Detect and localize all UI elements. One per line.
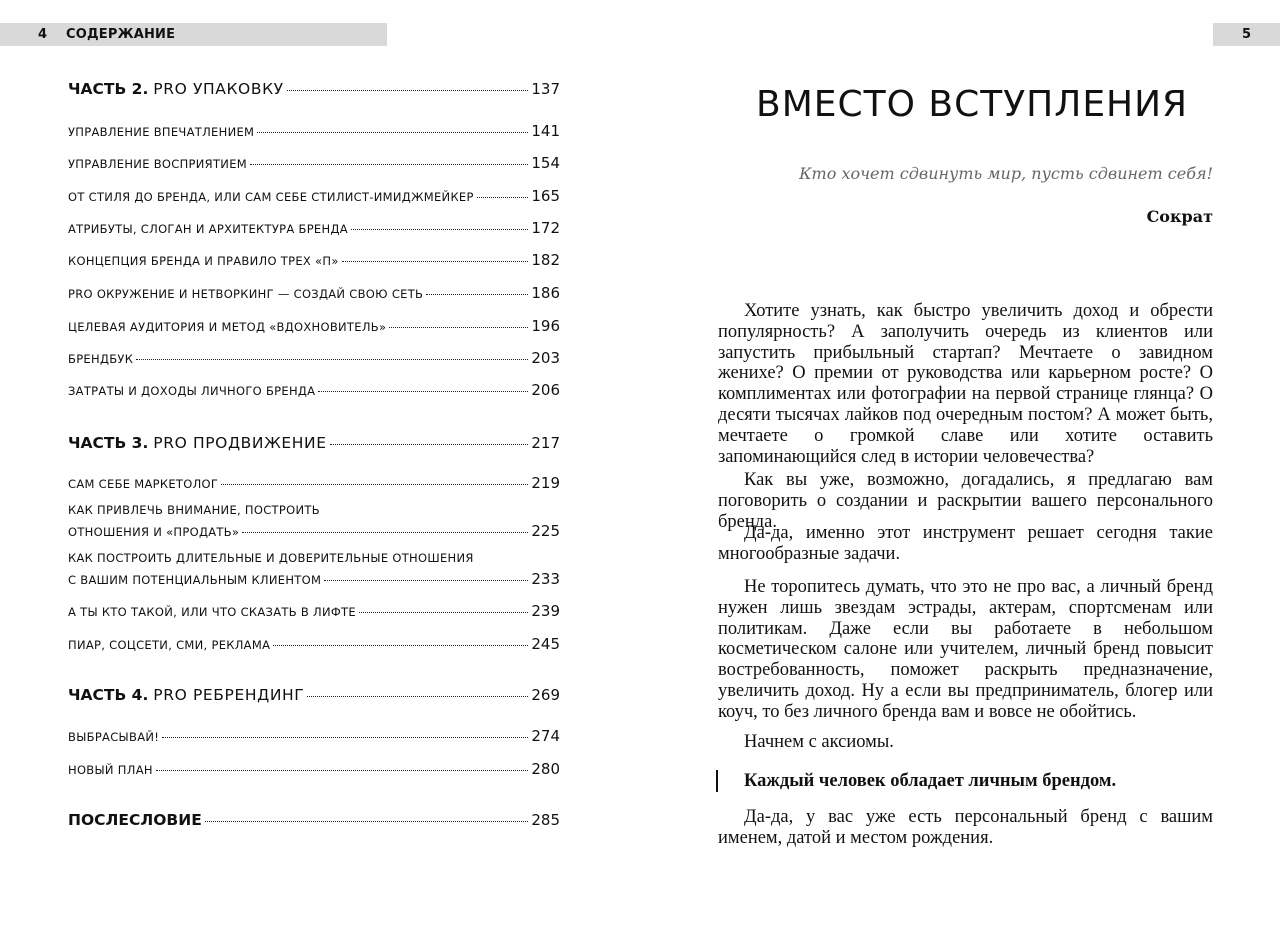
toc-item-title: ПИАР, СОЦСЕТИ, СМИ, РЕКЛАМА <box>68 638 271 652</box>
toc-item-title: ЗАТРАТЫ И ДОХОДЫ ЛИЧНОГО БРЕНДА <box>68 384 316 398</box>
toc-page-number: 203 <box>531 349 560 367</box>
chapter-title: ВМЕСТО ВСТУПЛЕНИЯ <box>756 84 1189 125</box>
right-page-number: 5 <box>1241 27 1252 42</box>
body-paragraph: Да-да, именно этот инструмент решает сегодня такие многообразные задачи. <box>718 523 1213 564</box>
toc-page-number: 269 <box>531 686 560 704</box>
dot-leader <box>221 484 528 485</box>
toc-item <box>68 122 560 140</box>
toc-page-number: 285 <box>531 811 560 829</box>
toc-item-title-line2: С ВАШИМ ПОТЕНЦИАЛЬНЫМ КЛИЕНТОМ <box>68 573 322 587</box>
dot-leader <box>273 645 528 646</box>
dot-leader <box>242 532 528 533</box>
toc-page-number: 225 <box>531 522 560 540</box>
toc-item-title-line2: ОТНОШЕНИЯ И «ПРОДАТЬ» <box>68 525 240 539</box>
toc-item-title: ЦЕЛЕВАЯ АУДИТОРИЯ И МЕТОД «ВДОХНОВИТЕЛЬ» <box>68 320 387 334</box>
dot-leader <box>324 580 528 581</box>
toc-item-title: УПРАВЛЕНИЕ ВОСПРИЯТИЕМ <box>68 157 247 171</box>
left-page-number: 4 <box>38 27 48 42</box>
toc-page-number: 196 <box>531 317 560 335</box>
toc-item-title: ВЫБРАСЫВАЙ! <box>68 730 160 744</box>
toc-part-prefix: ЧАСТЬ 4. <box>68 686 149 704</box>
body-paragraph: Начнем с аксиомы. <box>744 732 894 752</box>
toc-item <box>68 349 560 367</box>
toc-page-number: 219 <box>531 474 560 492</box>
toc-page-number: 165 <box>531 187 560 205</box>
toc-page-number: 182 <box>531 251 560 269</box>
toc-part-title: PRO РЕБРЕНДИНГ <box>153 686 305 704</box>
toc-part-title: PRO УПАКОВКУ <box>153 80 284 98</box>
toc-item-title: САМ СЕБЕ МАРКЕТОЛОГ <box>68 477 219 491</box>
toc-item <box>68 381 560 399</box>
dot-leader <box>318 391 528 392</box>
toc-item-title: КОНЦЕПЦИЯ БРЕНДА И ПРАВИЛО ТРЕХ «П» <box>68 254 339 268</box>
toc-item <box>68 760 560 778</box>
toc-item-title: УПРАВЛЕНИЕ ВПЕЧАТЛЕНИЕМ <box>68 125 255 139</box>
dot-leader <box>250 164 528 165</box>
toc-page-number: 186 <box>531 284 560 302</box>
dot-leader <box>389 327 528 328</box>
toc-page-number: 141 <box>531 122 560 140</box>
toc-item <box>68 187 560 205</box>
epigraph-author: Сократ <box>1146 207 1213 226</box>
body-paragraph: Хотите узнать, как быстро увеличить доход и обрести популярность? А заполучить очередь из клиентов или запустить прибыльный стартап? Мечтаете о завидном женихе? О премии от руководства или карьерном росте? О комплиментах или фотографии на первой странице глянца? О десяти тысячах лайков под очередным постом? А может быть, мечтаете о громкой славе или хотите оставить запоминающийся след в истории человечества? <box>718 301 1213 467</box>
toc-afterword-title: ПОСЛЕСЛОВИЕ <box>68 811 202 829</box>
toc-afterword <box>68 811 560 829</box>
toc-page-number: 274 <box>531 727 560 745</box>
dot-leader <box>136 359 528 360</box>
toc-item <box>68 251 560 269</box>
dot-leader <box>156 770 529 771</box>
toc-item <box>68 570 560 588</box>
dot-leader <box>351 229 528 230</box>
dot-leader <box>287 90 529 91</box>
toc-item-title-line1: КАК ПОСТРОИТЬ ДЛИТЕЛЬНЫЕ И ДОВЕРИТЕЛЬНЫЕ ОТНОШЕНИЯ <box>68 551 474 565</box>
toc-page-number: 280 <box>531 760 560 778</box>
toc-item-title: ОТ СТИЛЯ ДО БРЕНДА, ИЛИ САМ СЕБЕ СТИЛИСТ-ИМИДЖМЕЙКЕР <box>68 190 474 204</box>
right-page-header <box>1213 23 1280 46</box>
body-paragraph: Как вы уже, возможно, догадались, я предлагаю вам поговорить о создании и раскрытии вашего персонального бренда. <box>718 470 1213 532</box>
toc-page-number: 239 <box>531 602 560 620</box>
toc-page-number: 217 <box>531 434 560 452</box>
dot-leader <box>342 261 529 262</box>
toc-item-title: PRO ОКРУЖЕНИЕ И НЕТВОРКИНГ — СОЗДАЙ СВОЮ СЕТЬ <box>68 287 424 301</box>
toc-item <box>68 727 560 745</box>
epigraph: Кто хочет сдвинуть мир, пусть сдвинет себя! <box>799 164 1213 183</box>
dot-leader <box>257 132 528 133</box>
toc-part-3 <box>68 434 560 452</box>
axiom-statement: Каждый человек обладает личным брендом. <box>744 771 1117 791</box>
toc-page-number: 245 <box>531 635 560 653</box>
dot-leader <box>307 696 528 697</box>
toc-page-number: 206 <box>531 381 560 399</box>
dot-leader <box>359 612 528 613</box>
toc-item <box>68 154 560 172</box>
dot-leader <box>205 821 529 822</box>
toc-part-4 <box>68 686 560 704</box>
toc-part-prefix: ЧАСТЬ 3. <box>68 434 149 452</box>
section-title: СОДЕРЖАНИЕ <box>66 27 176 42</box>
toc-part-2 <box>68 80 560 98</box>
toc-part-title: PRO ПРОДВИЖЕНИЕ <box>153 434 327 452</box>
toc-page-number: 172 <box>531 219 560 237</box>
toc-item <box>68 602 560 620</box>
dot-leader <box>477 197 529 198</box>
toc-page-number: 233 <box>531 570 560 588</box>
dot-leader <box>426 294 528 295</box>
dot-leader <box>162 737 528 738</box>
toc-part-prefix: ЧАСТЬ 2. <box>68 80 149 98</box>
toc-item <box>68 219 560 237</box>
toc-item <box>68 317 560 335</box>
toc-item <box>68 635 560 653</box>
toc-item <box>68 474 560 492</box>
toc-item-title: БРЕНДБУК <box>68 352 134 366</box>
toc-item-title: НОВЫЙ ПЛАН <box>68 763 153 777</box>
body-paragraph: Не торопитесь думать, что это не про вас, а личный бренд нужен лишь звездам эстрады, актерам, спортсменам или политикам. Даже если вы работаете в небольшом косметическом салоне или учителем, личный бренд повысит востребованность, поможет раскрыть предназначение, увеличить доход. Ну а если вы предприниматель, блогер или коуч, то без личного бренда вам и вовсе не обойтись. <box>718 577 1213 722</box>
toc-page-number: 154 <box>531 154 560 172</box>
body-paragraph: Да-да, у вас уже есть персональный бренд с вашим именем, датой и местом рождения. <box>718 807 1213 848</box>
toc-item-title: А ТЫ КТО ТАКОЙ, ИЛИ ЧТО СКАЗАТЬ В ЛИФТЕ <box>68 605 356 619</box>
dot-leader <box>330 444 529 445</box>
toc-page-number: 137 <box>531 80 560 98</box>
toc-item-title: АТРИБУТЫ, СЛОГАН И АРХИТЕКТУРА БРЕНДА <box>68 222 348 236</box>
toc-item <box>68 284 560 302</box>
toc-item <box>68 522 560 540</box>
left-page-header <box>0 23 387 46</box>
toc-item-title-line1: КАК ПРИВЛЕЧЬ ВНИМАНИЕ, ПОСТРОИТЬ <box>68 503 320 517</box>
